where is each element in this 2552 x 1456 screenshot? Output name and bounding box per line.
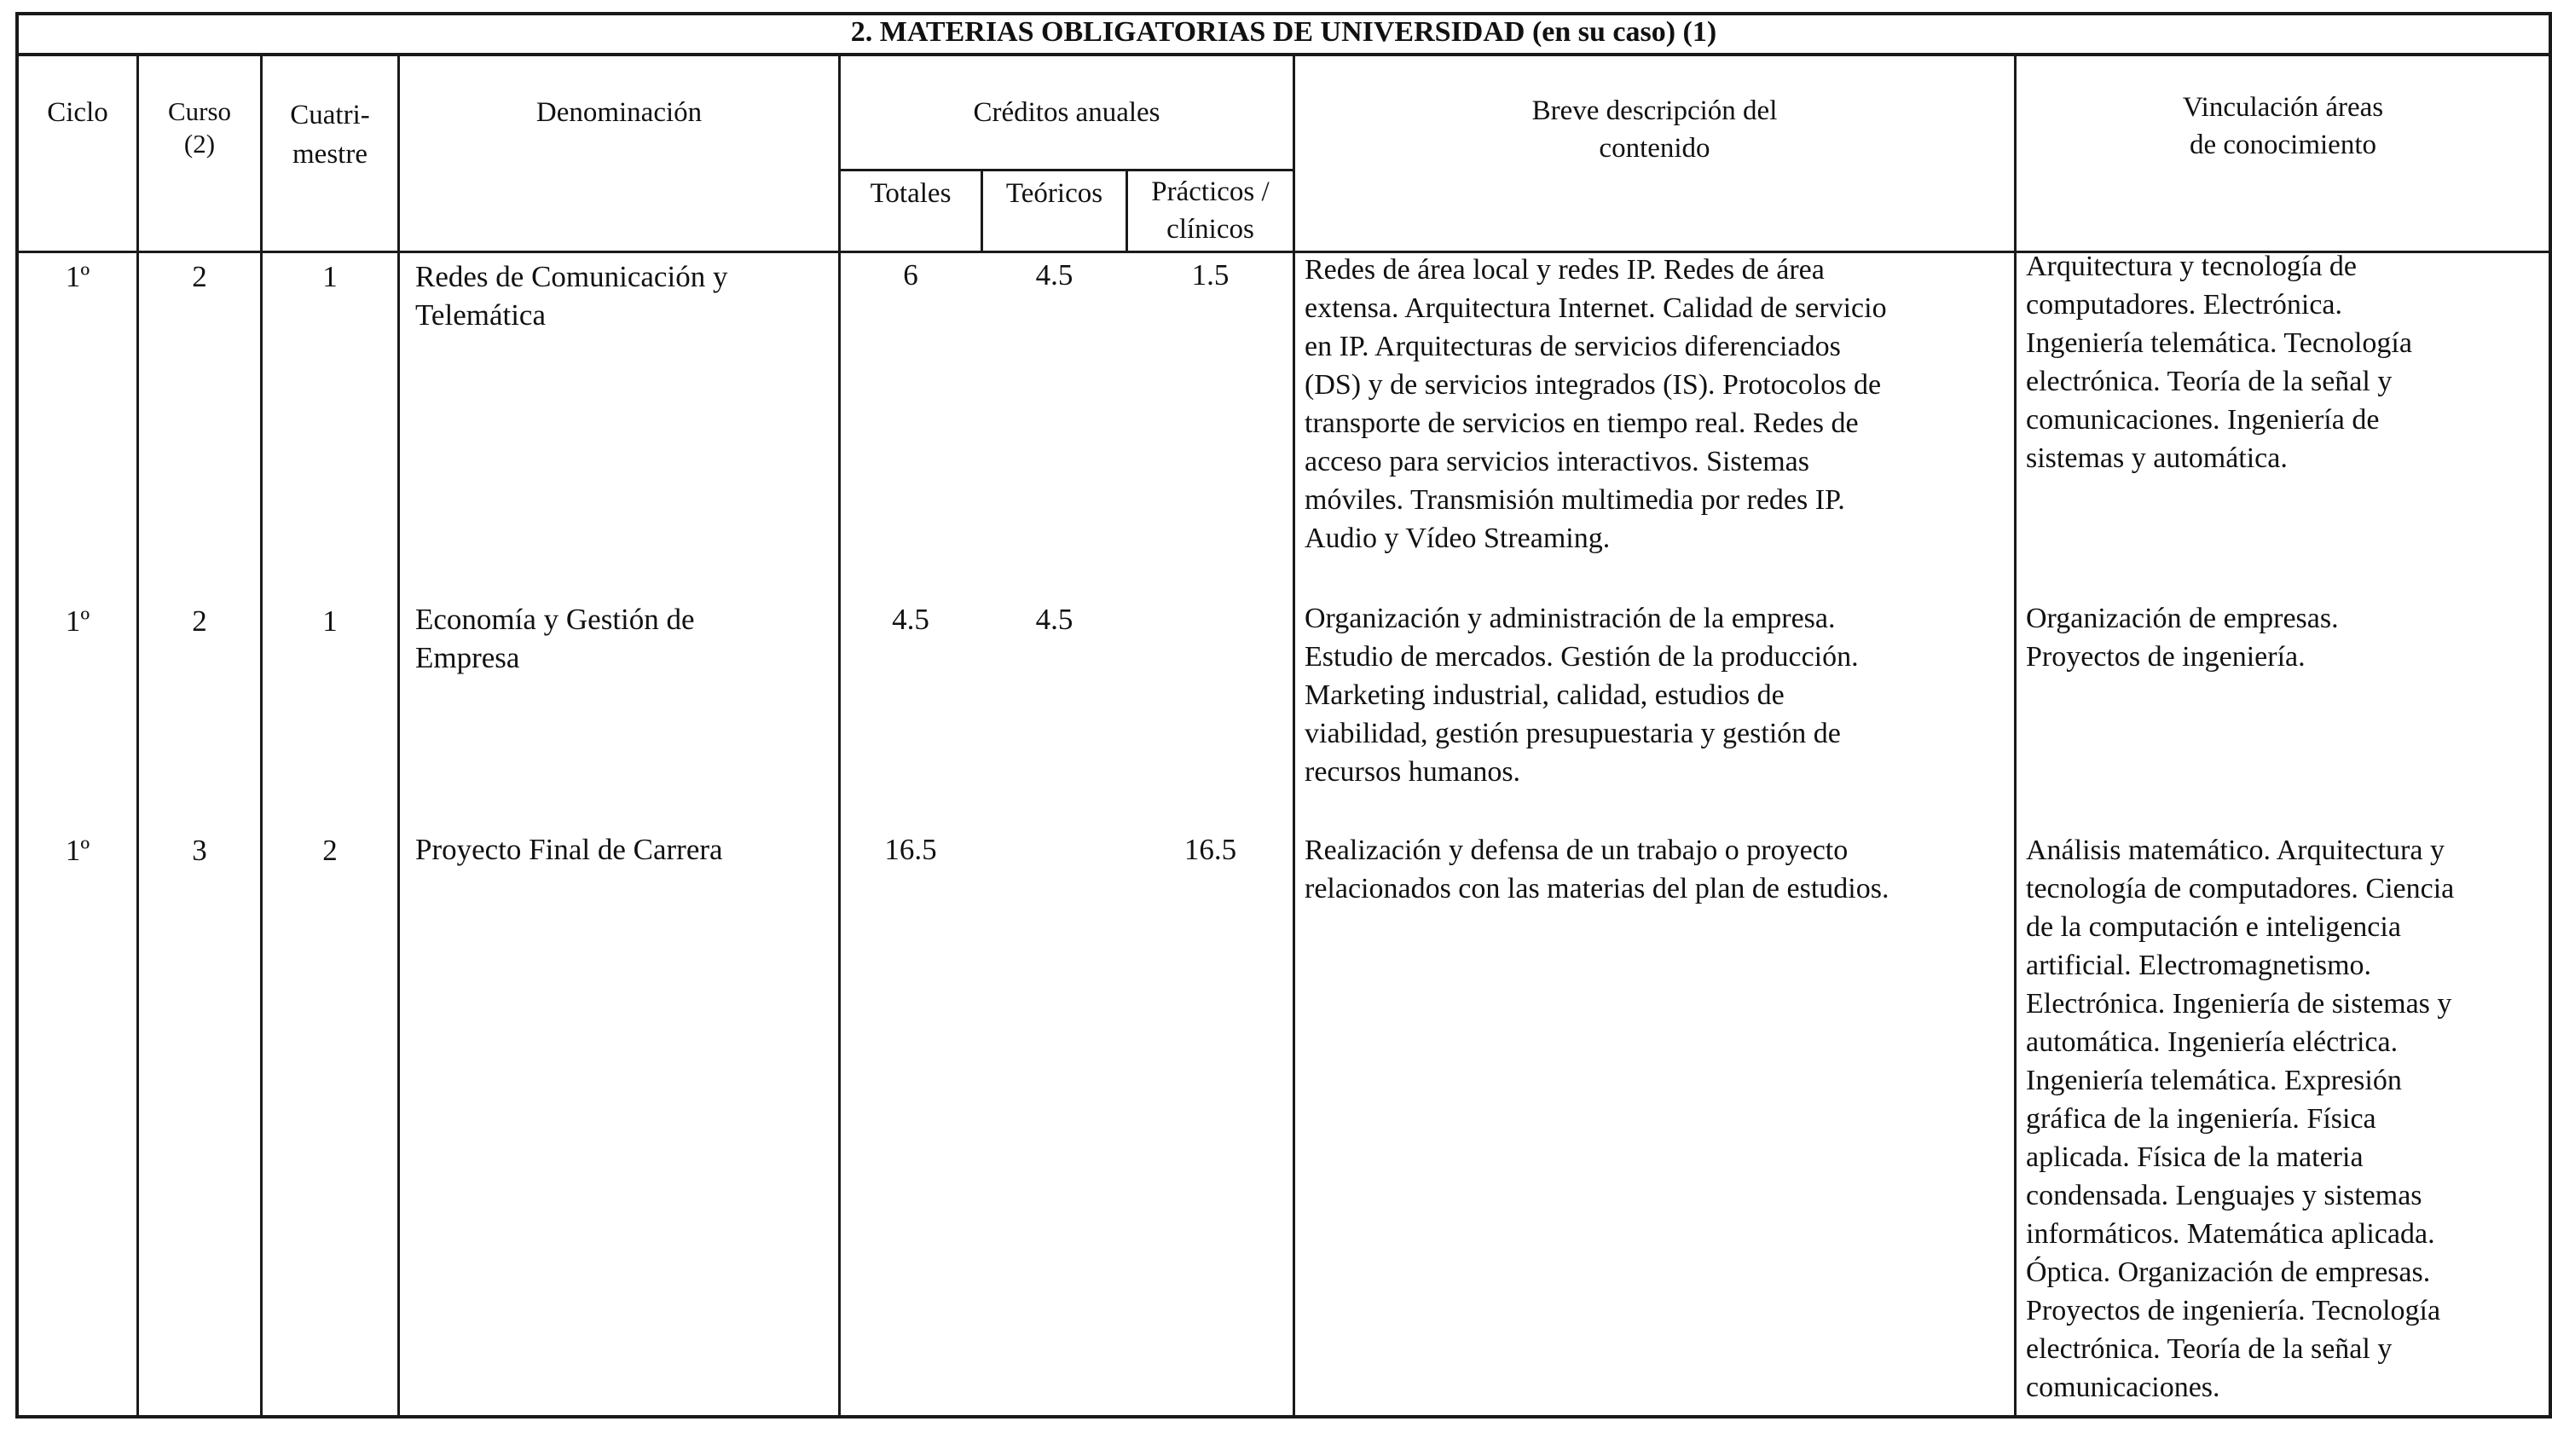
row2-ciclo: 1º [65,604,90,638]
row1-curso: 2 [192,260,207,293]
row1-teoricos: 4.5 [1035,258,1073,292]
table-title: 2. MATERIAS OBLIGATORIAS DE UNIVERSIDAD (en su caso) (1) [15,12,2552,56]
col-divider [2014,56,2017,1418]
header-totales: Totales [870,178,952,209]
row1-vinculacion: Arquitectura y tecnología de computadores. Electrónica. Ingeniería telemática. Tecnología electrónica. Teoría de la señal y comunicaciones. Ingeniería de sistemas y automática. [2026,251,2412,474]
row1-ciclo: 1º [65,260,90,293]
row2-curso: 2 [192,604,207,638]
col-divider [1293,56,1295,1418]
header-creditos-anuales: Créditos anuales [973,97,1160,128]
header-practicos: Prácticos / clínicos [1151,176,1270,245]
row3-totales: 16.5 [884,833,937,866]
row3-vinculacion: Análisis matemático. Arquitectura y tecnología de computadores. Ciencia de la computación e inteligencia artificial. Electromagnetismo. Electrónica. Ingeniería de sistemas y automática. Ingeniería eléctrica. Ingeniería telemática. Expresión gráfica de la ingeniería. Física aplicada. Física de la materia condensada. Lenguajes y sistemas informáticos. Matemática aplicada. Óptica. Organización de empresas. Proyectos de ingeniería. Tecnología electrónica. Teoría de la señal y comunicaciones. [2026,835,2455,1403]
row1-denominacion: Redes de Comunicación y Telemática [415,260,728,332]
row3-descripcion: Realización y defensa de un trabajo o proyecto relacionados con las materias del plan de estudios. [1305,835,1889,904]
header-teoricos: Teóricos [1005,178,1103,209]
header-cuatrimestre: Cuatri- mestre [290,100,370,170]
row3-cuatrimestre: 2 [322,834,338,867]
row2-cuatrimestre: 1 [322,604,338,638]
row3-curso: 3 [192,834,207,867]
row1-descripcion: Redes de área local y redes IP. Redes de área extensa. Arquitectura Internet. Calidad de servicio en IP. Arquitecturas de servicios diferenciados (DS) y de servicios integrados (IS). Protocolos de transporte de servicios en tiempo real. Redes de acceso para servicios interactivos. Sistemas móviles. Transmisión multimedia por redes IP. Audio y Vídeo Streaming. [1305,254,1887,554]
header-vinculacion: Vinculación áreas de conocimiento [2182,92,2384,160]
row1-totales: 6 [903,258,918,292]
header-denominacion: Denominación [535,97,703,128]
row2-teoricos: 4.5 [1035,603,1073,636]
row1-practicos: 1.5 [1191,258,1230,292]
header-curso: Curso (2) [167,96,232,159]
credits-subheader-line [838,169,1295,171]
row3-denominacion: Proyecto Final de Carrera [415,833,723,866]
row3-practicos: 16.5 [1183,833,1237,866]
row1-cuatrimestre: 1 [322,260,338,293]
row2-totales: 4.5 [892,603,929,636]
header-descripcion: Breve descripción del contenido [1531,95,1778,164]
row2-denominacion: Economía y Gestión de Empresa [415,603,695,674]
col-divider [397,56,400,1418]
row2-descripcion: Organización y administración de la empresa. Estudio de mercados. Gestión de la producción. Marketing industrial, calidad, estudios de viabilidad, gestión presupuestaria y gestión de recursos humanos. [1305,603,1859,788]
header-ciclo: Ciclo [47,97,108,128]
row2-vinculacion: Organización de empresas. Proyectos de ingeniería. [2026,603,2339,673]
row3-ciclo: 1º [65,834,90,867]
